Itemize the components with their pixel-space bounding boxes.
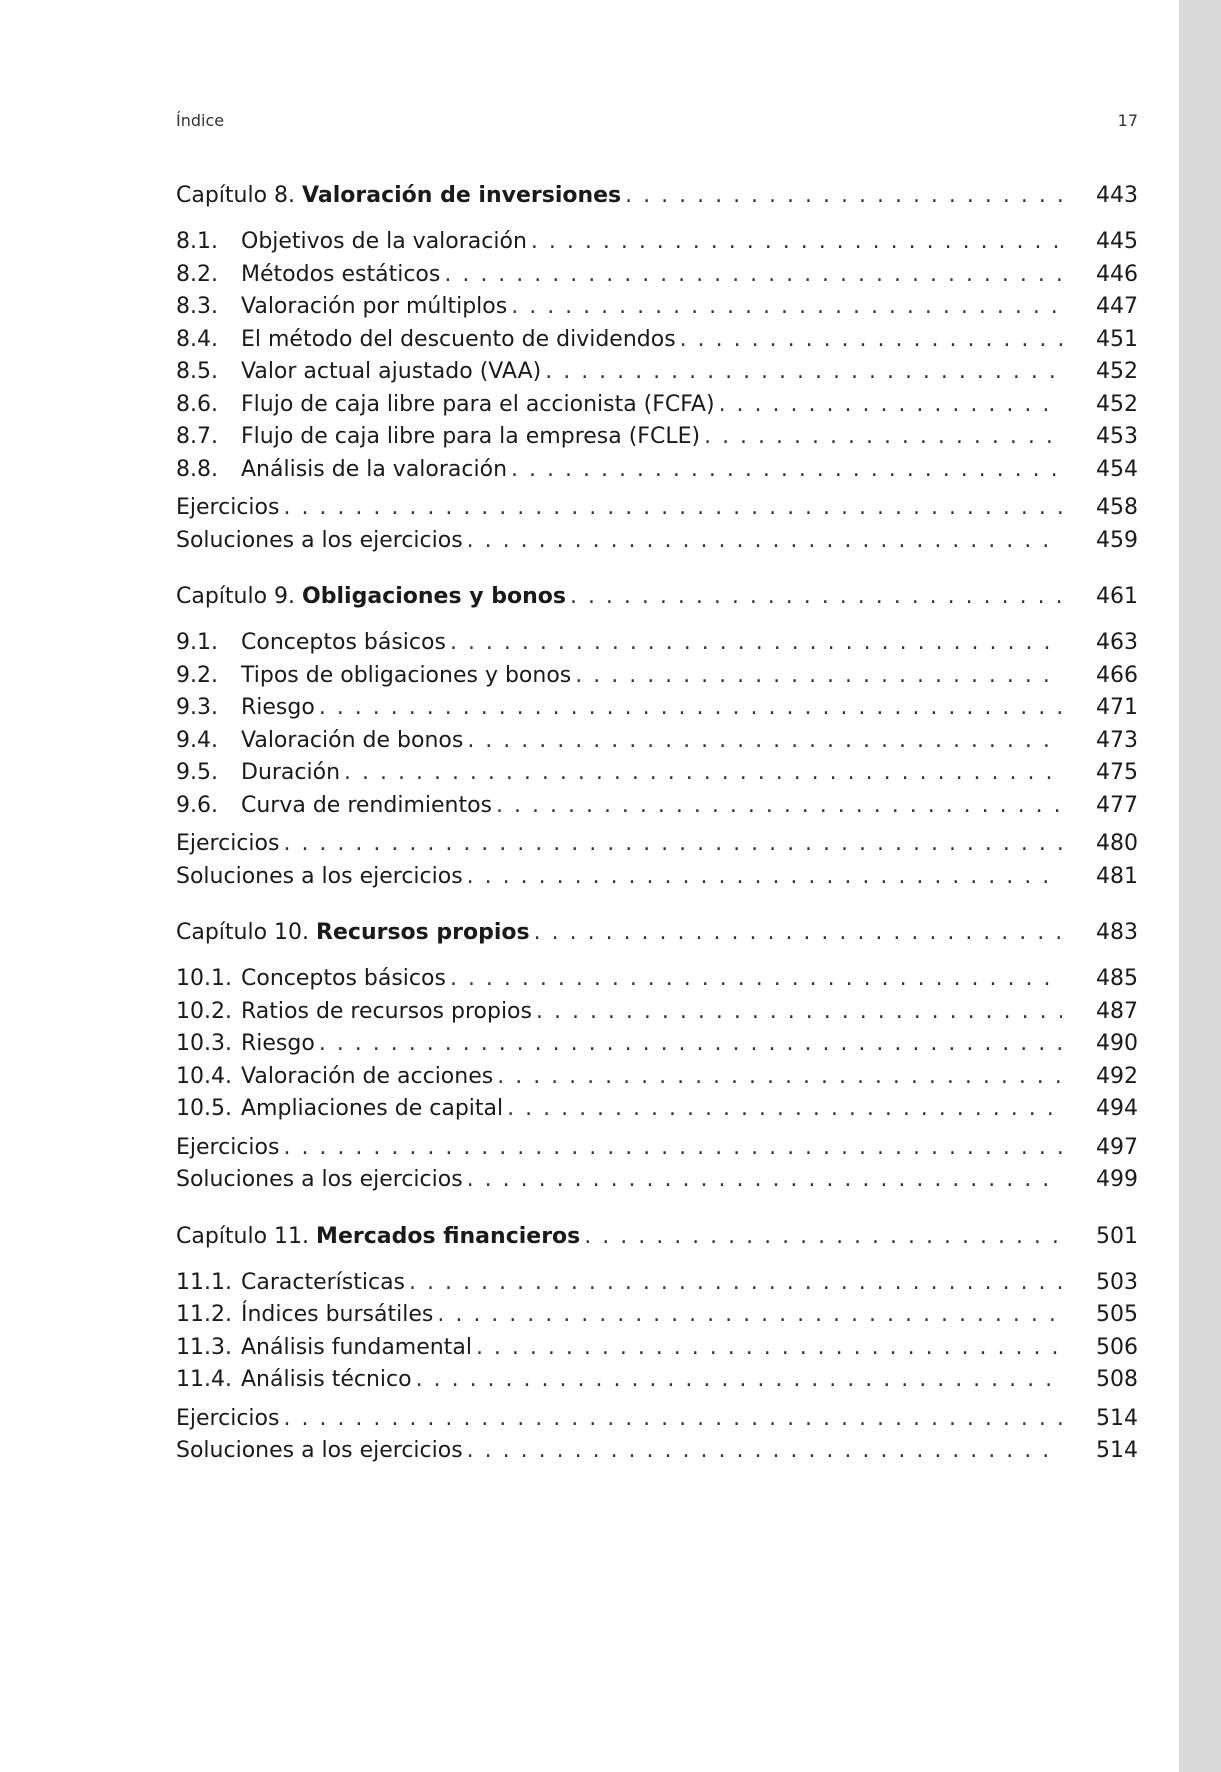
section-title: El método del descuento de dividendos [241,326,676,352]
chapter-prefix: Capítulo 11. [176,1223,310,1249]
section-number: 11.4. [176,1367,232,1392]
dot-leader [534,915,1062,951]
chapter-page-number: 443 [1096,183,1138,208]
section-number: 10.5. [176,1096,232,1121]
dot-leader [467,725,1062,758]
exercise-page-number: 481 [1096,863,1138,889]
section-number: 8.7. [176,424,218,449]
exercise-page-number: 514 [1096,1438,1138,1463]
dot-leader [409,1267,1062,1300]
exercise-entry[interactable] [176,1132,1138,1165]
section-page-number: 447 [1096,294,1138,319]
exercise-title: Soluciones a los ejercicios [176,527,463,553]
section-title: Índices bursátiles [241,1302,434,1327]
dot-leader [507,1093,1062,1126]
section-entry[interactable] [176,757,1138,790]
section-number: 8.6. [176,391,218,417]
section-number: 9.5. [176,760,218,785]
dot-leader [496,790,1062,823]
chapter-prefix: Capítulo 8. [176,183,296,208]
dot-leader [344,757,1062,790]
dot-leader [584,1219,1062,1255]
section-page-number: 454 [1096,456,1138,482]
exercise-title: Ejercicios [176,1405,280,1431]
chapter-entry[interactable] [176,915,1138,951]
dot-leader [570,579,1062,615]
section-page-number: 473 [1096,727,1138,753]
exercise-entry[interactable] [176,1164,1138,1197]
exercise-entry[interactable] [176,1435,1138,1468]
section-page-number: 445 [1096,229,1138,254]
chapter-page-number: 501 [1096,1223,1138,1249]
chapter-page-number: 483 [1096,920,1138,945]
section-number: 11.1. [176,1269,232,1295]
section-entry[interactable] [176,692,1138,725]
section-number: 9.4. [176,727,218,753]
dot-leader [531,226,1062,259]
section-entry[interactable] [176,226,1138,259]
table-of-contents [176,178,1138,1490]
running-head [176,111,1138,135]
section-title: Valoración de acciones [241,1063,494,1089]
dot-leader [511,454,1062,487]
exercise-title: Soluciones a los ejercicios [176,863,463,889]
exercise-title: Soluciones a los ejercicios [176,1438,463,1463]
dot-leader [497,1061,1062,1094]
section-entry[interactable] [176,454,1138,487]
section-entry[interactable] [176,356,1138,389]
exercise-entry[interactable] [176,1403,1138,1436]
dot-leader [319,692,1062,725]
section-entry[interactable] [176,259,1138,292]
dot-leader [476,1332,1062,1365]
section-number: 10.4. [176,1063,232,1089]
section-title: Riesgo [241,1031,315,1056]
chapter-page-number: 461 [1096,584,1138,609]
dot-leader [450,963,1062,996]
section-title: Ampliaciones de capital [241,1096,504,1121]
section-page-number: 463 [1096,630,1138,655]
exercise-page-number: 458 [1096,495,1138,520]
section-entry[interactable] [176,627,1138,660]
section-title: Ratios de recursos propios [241,998,532,1024]
section-title: Análisis de la valoración [241,456,508,482]
chapter-title: Mercados financieros [316,1223,581,1249]
section-title: Valor actual ajustado (VAA) [241,359,542,384]
section-entry[interactable] [176,790,1138,823]
section-title: Conceptos básicos [241,630,446,655]
exercise-title: Soluciones a los ejercicios [176,1167,463,1192]
section-page-number: 451 [1096,326,1138,352]
section-page-number: 475 [1096,760,1138,785]
chapter-title: Obligaciones y bonos [302,584,566,609]
section-entry[interactable] [176,1332,1138,1365]
chapter-title: Recursos propios [316,920,530,945]
section-page-number: 485 [1096,966,1138,991]
chapter-prefix: Capítulo 9. [176,584,296,609]
running-head-page-number: 17 [1117,111,1138,130]
page-edge-strip [1179,0,1221,1772]
section-entry[interactable] [176,963,1138,996]
section-number: 10.3. [176,1031,232,1056]
section-number: 8.5. [176,359,218,384]
section-title: Métodos estáticos [241,261,441,287]
section-page-number: 505 [1096,1302,1138,1327]
chapter-entry[interactable] [176,579,1138,615]
section-number: 8.1. [176,229,218,254]
section-number: 9.2. [176,662,218,688]
dot-leader [545,356,1062,389]
section-entry[interactable] [176,660,1138,693]
section-number: 9.3. [176,695,218,720]
section-entry[interactable] [176,324,1138,357]
section-entry[interactable] [176,421,1138,454]
section-page-number: 466 [1096,662,1138,688]
chapter-block [176,178,1138,557]
exercise-entry[interactable] [176,828,1138,861]
dot-leader [319,1028,1062,1061]
section-title: Valoración de bonos [241,727,464,753]
chapter-block [176,1219,1138,1468]
section-entry[interactable] [176,1364,1138,1397]
section-entry[interactable] [176,1093,1138,1126]
chapter-label [176,579,566,615]
dot-leader [467,1164,1062,1197]
chapter-entry[interactable] [176,178,1138,214]
dot-leader [450,627,1062,660]
section-page-number: 452 [1096,391,1138,417]
exercise-page-number: 497 [1096,1134,1138,1160]
section-number: 8.4. [176,326,218,352]
chapter-block [176,579,1138,893]
dot-leader [283,1403,1062,1436]
dot-leader [625,178,1062,214]
section-page-number: 452 [1096,359,1138,384]
section-entry[interactable] [176,1028,1138,1061]
section-title: Tipos de obligaciones y bonos [241,662,572,688]
dot-leader [467,1435,1062,1468]
section-number: 10.2. [176,998,232,1024]
section-entry[interactable] [176,291,1138,324]
dot-leader [536,996,1062,1029]
section-number: 8.2. [176,261,218,287]
section-number: 8.3. [176,294,218,319]
section-page-number: 453 [1096,424,1138,449]
dot-leader [444,259,1062,292]
section-entry[interactable] [176,389,1138,422]
section-title: Valoración por múltiplos [241,294,508,319]
section-entry[interactable] [176,1267,1138,1300]
dot-leader [283,1132,1062,1165]
exercise-page-number: 499 [1096,1167,1138,1192]
section-number: 9.6. [176,792,218,818]
dot-leader [575,660,1062,693]
dot-leader [437,1299,1062,1332]
section-page-number: 492 [1096,1063,1138,1089]
section-number: 9.1. [176,630,218,655]
chapter-block [176,915,1138,1197]
section-title: Análisis técnico [241,1367,412,1392]
section-title: Conceptos básicos [241,966,446,991]
exercise-page-number: 514 [1096,1405,1138,1431]
chapter-title: Valoración de inversiones [302,183,622,208]
dot-leader [719,389,1062,422]
section-page-number: 446 [1096,261,1138,287]
exercise-page-number: 459 [1096,527,1138,553]
dot-leader [283,828,1062,861]
section-page-number: 494 [1096,1096,1138,1121]
exercise-entry[interactable] [176,861,1138,894]
dot-leader [467,525,1062,558]
chapter-label [176,915,530,951]
section-title: Análisis fundamental [241,1334,472,1360]
chapter-entry[interactable] [176,1219,1138,1255]
section-title: Objetivos de la valoración [241,229,527,254]
section-title: Curva de rendimientos [241,792,493,818]
dot-leader [283,492,1062,525]
section-page-number: 471 [1096,695,1138,720]
dot-leader [416,1364,1062,1397]
chapter-label [176,1219,580,1255]
section-page-number: 487 [1096,998,1138,1024]
dot-leader [704,421,1062,454]
chapter-label [176,178,621,214]
running-head-title: Índice [176,111,225,130]
section-page-number: 503 [1096,1269,1138,1295]
section-number: 8.8. [176,456,218,482]
section-number: 11.3. [176,1334,232,1360]
dot-leader [511,291,1062,324]
dot-leader [680,324,1062,357]
exercise-page-number: 480 [1096,831,1138,856]
exercise-title: Ejercicios [176,495,280,520]
section-title: Duración [241,760,341,785]
section-page-number: 490 [1096,1031,1138,1056]
section-page-number: 508 [1096,1367,1138,1392]
section-title: Flujo de caja libre para el accionista (FCFA) [241,391,715,417]
section-entry[interactable] [176,996,1138,1029]
dot-leader [467,861,1062,894]
exercise-entry[interactable] [176,525,1138,558]
section-title: Características [241,1269,406,1295]
section-page-number: 477 [1096,792,1138,818]
section-entry[interactable] [176,1061,1138,1094]
chapter-prefix: Capítulo 10. [176,920,310,945]
exercise-entry[interactable] [176,492,1138,525]
section-number: 11.2. [176,1302,232,1327]
exercise-title: Ejercicios [176,1134,280,1160]
section-title: Flujo de caja libre para la empresa (FCLE) [241,424,701,449]
section-number: 10.1. [176,966,232,991]
section-title: Riesgo [241,695,315,720]
section-entry[interactable] [176,1299,1138,1332]
section-entry[interactable] [176,725,1138,758]
section-page-number: 506 [1096,1334,1138,1360]
exercise-title: Ejercicios [176,831,280,856]
